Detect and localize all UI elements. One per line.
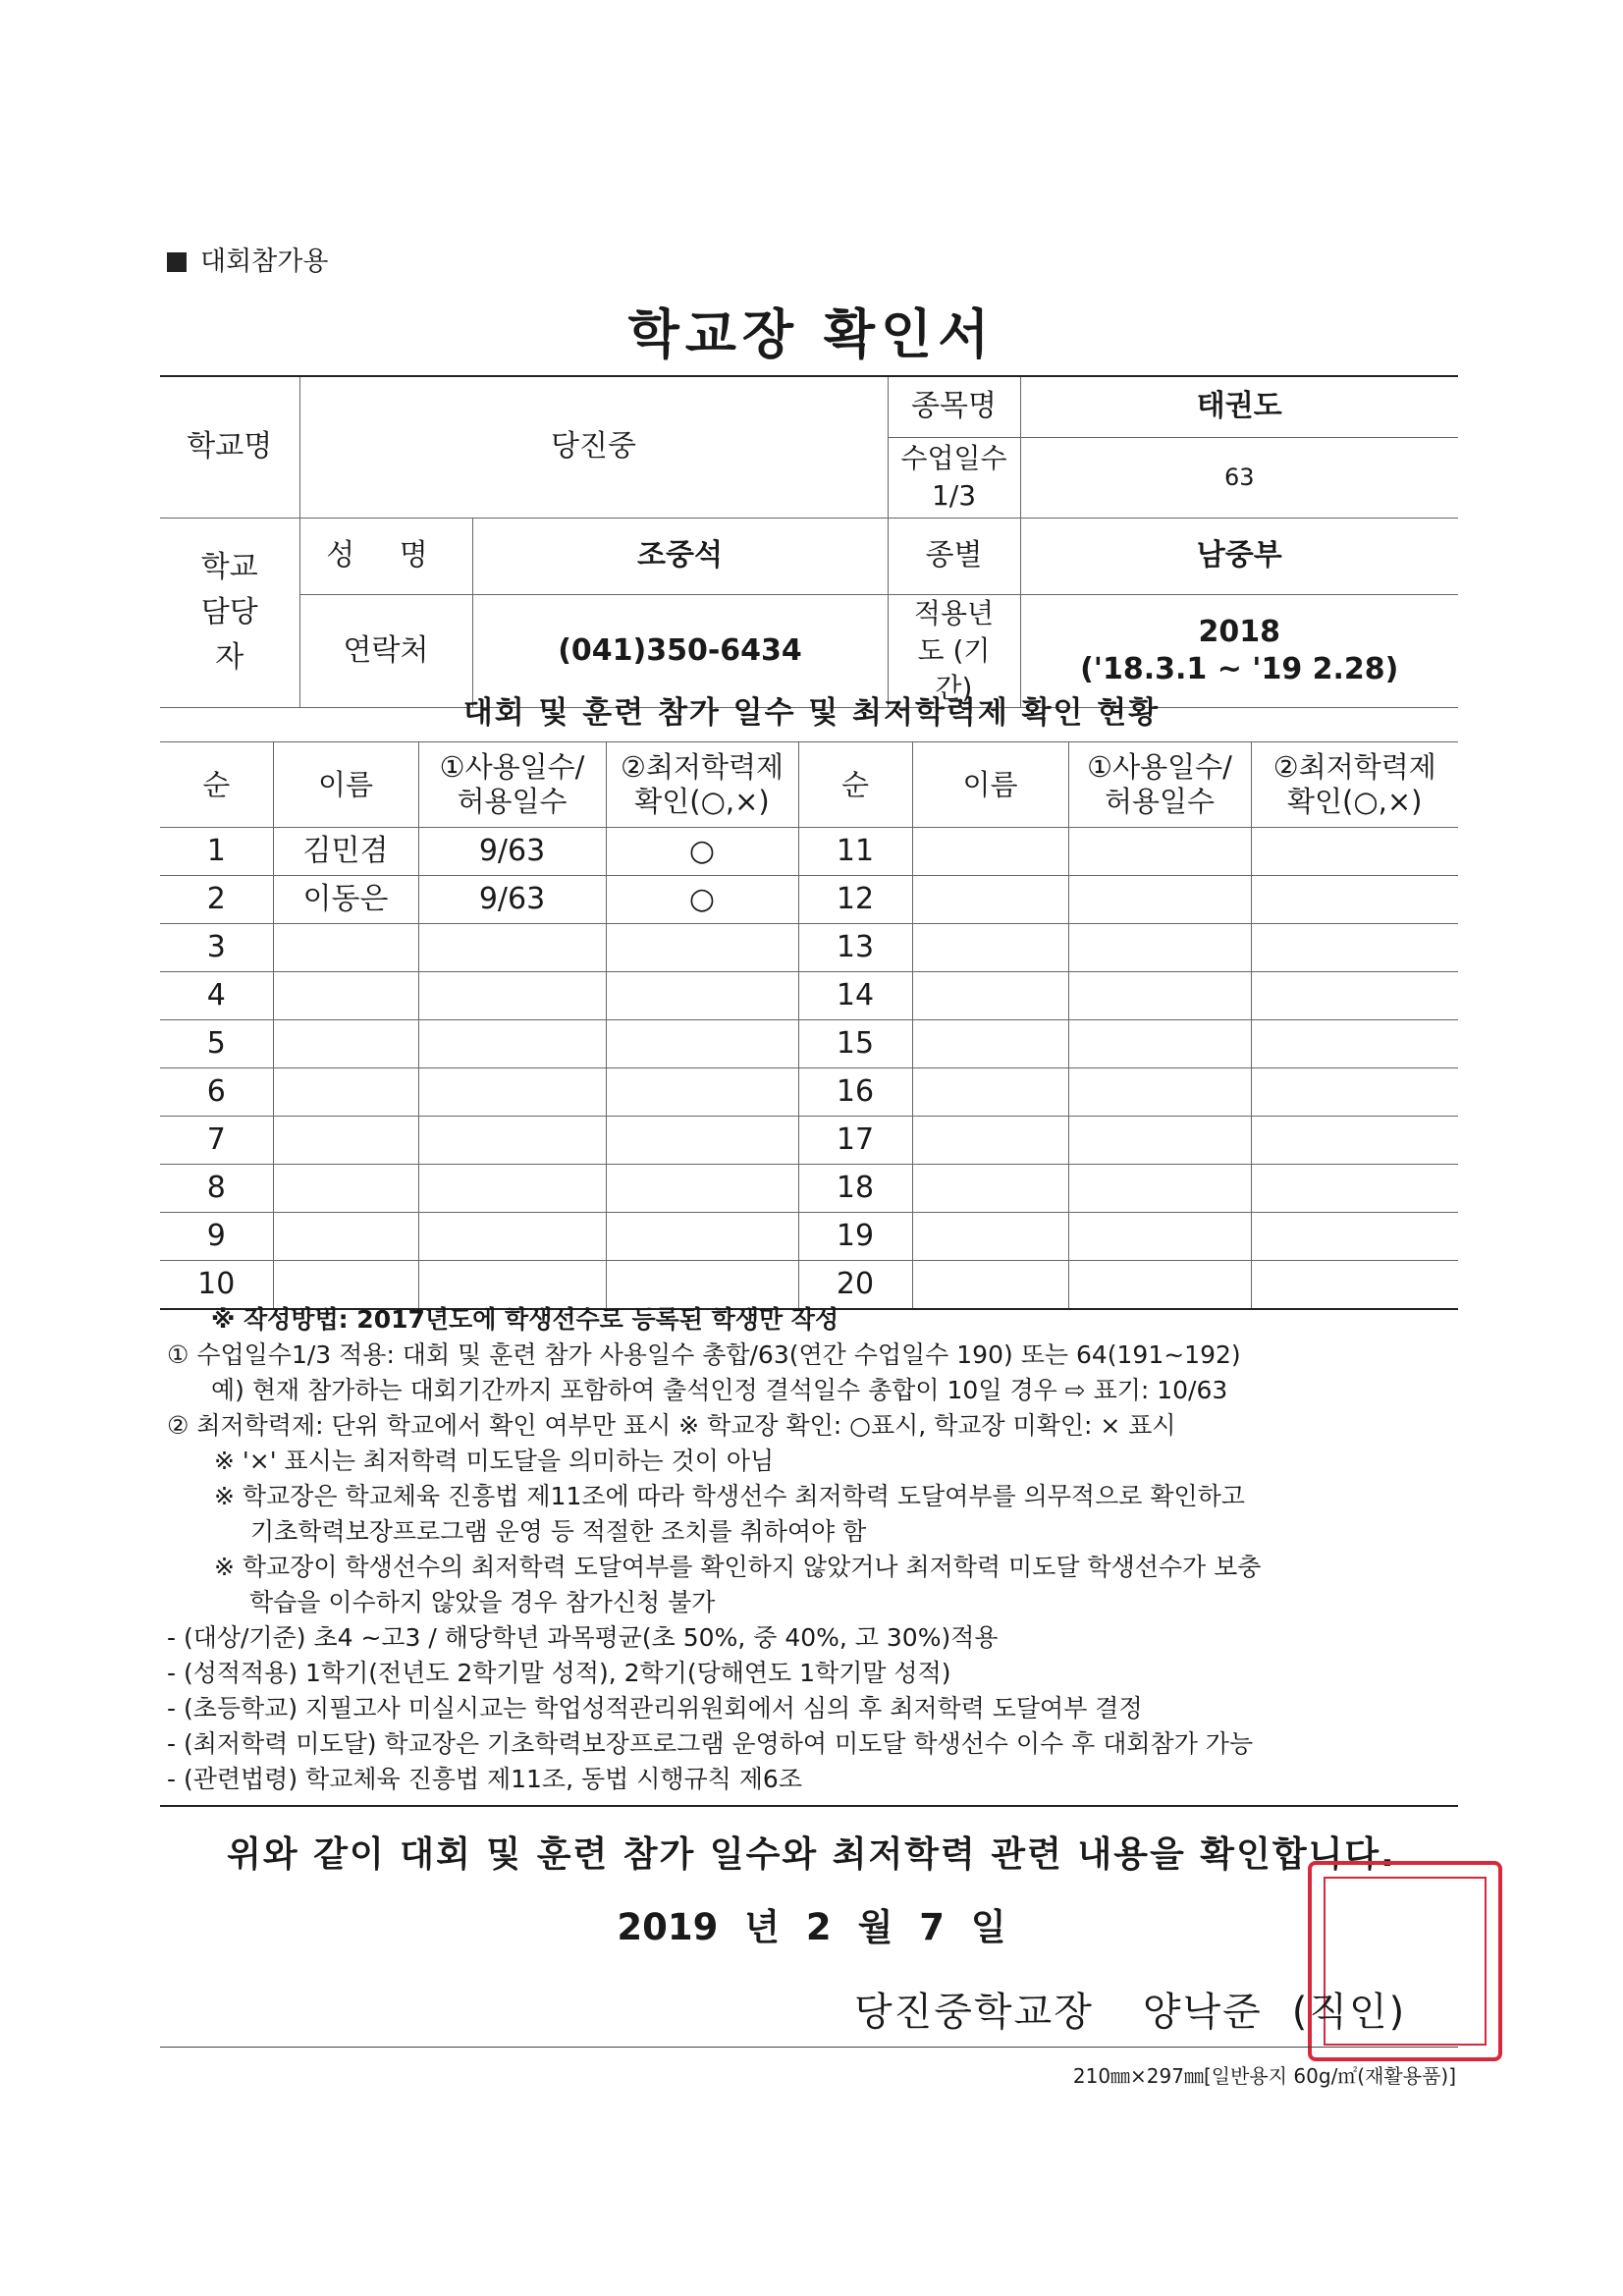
row-name <box>912 1117 1068 1165</box>
note-1: ① 수업일수1/3 적용: 대회 및 훈련 참가 사용일수 총합/63(연간 수업일수 190) 또는 64(191~192) <box>167 1340 1241 1369</box>
row-name <box>273 924 418 972</box>
signature-line <box>854 1981 1406 2037</box>
contact-label: 연락처 <box>299 594 472 707</box>
row-no: 18 <box>798 1165 912 1213</box>
note-principal-duty-cont: 기초학력보장프로그램 운영 등 적절한 조치를 취하여야 함 <box>250 1517 867 1546</box>
row-name <box>273 1213 418 1261</box>
row-name <box>273 1117 418 1165</box>
row-days <box>418 1165 606 1213</box>
header-name-2: 이름 <box>912 742 1068 828</box>
class-days-value: 63 <box>1020 437 1458 518</box>
header-no: 순 <box>160 742 273 828</box>
row-check <box>606 1213 798 1261</box>
signer-name: 양낙준 <box>1142 1990 1263 2035</box>
usage-label: 대회참가용 <box>167 240 328 278</box>
table-row <box>160 924 1458 972</box>
row-check <box>606 1020 798 1068</box>
row-no: 14 <box>798 972 912 1020</box>
header-days-2: ①사용일수/ 허용일수 <box>1068 742 1251 828</box>
row-no: 5 <box>160 1020 273 1068</box>
table-row <box>160 828 1458 876</box>
list-title: 대회 및 훈련 참가 일수 및 최저학력제 확인 현황 <box>462 695 1161 731</box>
row-days <box>1068 1117 1251 1165</box>
row-no: 1 <box>160 828 273 876</box>
row-check: ○ <box>606 828 798 876</box>
table-row <box>160 876 1458 924</box>
row-name <box>912 828 1068 876</box>
row-no: 20 <box>798 1261 912 1310</box>
school-label: 학교명 <box>160 376 299 518</box>
row-no: 7 <box>160 1117 273 1165</box>
row-days <box>1068 1068 1251 1117</box>
table-row <box>160 972 1458 1020</box>
row-name: 김민겸 <box>273 828 418 876</box>
row-check <box>606 1117 798 1165</box>
row-days <box>418 1213 606 1261</box>
notes <box>167 1302 1463 1797</box>
row-days <box>418 1117 606 1165</box>
note-grades: - (성적적용) 1학기(전년도 2학기말 성적), 2학기(당해연도 1학기말 성적) <box>167 1659 951 1687</box>
note-ineligible-cont: 학습을 이수하지 않았을 경우 참가신청 불가 <box>249 1588 716 1616</box>
row-no: 12 <box>798 876 912 924</box>
header-check-2: ②최저학력제 확인(○,×) <box>1251 742 1458 828</box>
row-no: 11 <box>798 828 912 876</box>
header-days: ①사용일수/ 허용일수 <box>418 742 606 828</box>
row-check <box>606 972 798 1020</box>
note-method: ※ 작성방법: 2017년도에 학생선수로 등록된 학생만 작성 <box>211 1305 839 1334</box>
row-name <box>912 876 1068 924</box>
row-check <box>1251 1020 1458 1068</box>
table-row <box>160 1117 1458 1165</box>
row-no: 2 <box>160 876 273 924</box>
row-days <box>1068 972 1251 1020</box>
paper-spec: 210㎜×297㎜[일반용지 60g/㎡(재활용품)] <box>1072 2064 1456 2088</box>
note-law: - (관련법령) 학교체육 진흥법 제11조, 동법 시행규칙 제6조 <box>167 1765 802 1793</box>
note-x-meaning: ※ '×' 표시는 최저학력 미도달을 의미하는 것이 아님 <box>214 1447 775 1475</box>
row-no: 13 <box>798 924 912 972</box>
row-name <box>912 972 1068 1020</box>
table-row <box>160 1068 1458 1117</box>
header-check: ②최저학력제 확인(○,×) <box>606 742 798 828</box>
note-ineligible: ※ 학교장이 학생선수의 최저학력 도달여부를 확인하지 않았거나 최저학력 미도달 학생선수가 보충 <box>214 1553 1262 1581</box>
header-name: 이름 <box>273 742 418 828</box>
row-name <box>912 1165 1068 1213</box>
participant-table <box>160 741 1458 1310</box>
row-check: ○ <box>606 876 798 924</box>
row-days: 9/63 <box>418 828 606 876</box>
row-check <box>606 1068 798 1117</box>
seal-label: (직인) <box>1291 1990 1407 2035</box>
row-name <box>912 924 1068 972</box>
note-under-min: - (최저학력 미도달) 학교장은 기초학력보장프로그램 운영하여 미도달 학생선수 이수 후 대회참가 가능 <box>167 1729 1254 1758</box>
row-name <box>273 1068 418 1117</box>
note-2: ② 최저학력제: 단위 학교에서 확인 여부만 표시 ※ 학교장 확인: ○표시, 학교장 미확인: × 표시 <box>167 1411 1176 1440</box>
row-check <box>1251 924 1458 972</box>
table-row <box>160 1165 1458 1213</box>
row-no: 16 <box>798 1068 912 1117</box>
header-no-2: 순 <box>798 742 912 828</box>
row-days <box>418 1068 606 1117</box>
division-value: 남중부 <box>1020 518 1458 594</box>
confirm-statement: 위와 같이 대회 및 훈련 참가 일수와 최저학력 관련 내용을 확인합니다. <box>227 1834 1396 1875</box>
row-days <box>418 972 606 1020</box>
staff-label: 학교 담당자 <box>160 518 299 707</box>
row-no: 10 <box>160 1261 273 1310</box>
note-target: - (대상/기준) 초4 ~고3 / 해당학년 과목평균(초 50%, 중 40%, 고 30%)적용 <box>167 1623 999 1652</box>
row-check <box>1251 1213 1458 1261</box>
row-days <box>1068 828 1251 876</box>
table-row <box>160 1020 1458 1068</box>
row-no: 15 <box>798 1020 912 1068</box>
row-days: 9/63 <box>418 876 606 924</box>
name-label: 성 명 <box>299 518 472 594</box>
sport-value: 태권도 <box>1020 376 1458 437</box>
signer-school: 당진중학교장 <box>854 1990 1094 2035</box>
row-no: 3 <box>160 924 273 972</box>
staff-name: 조중석 <box>472 518 888 594</box>
row-check <box>1251 1068 1458 1117</box>
class-days-label: 수업일수 1/3 <box>888 437 1020 518</box>
row-name <box>273 1165 418 1213</box>
row-no: 4 <box>160 972 273 1020</box>
divider-top <box>160 1805 1458 1807</box>
school-name: 당진중 <box>299 376 888 518</box>
row-days <box>1068 1213 1251 1261</box>
row-name <box>273 1020 418 1068</box>
note-principal-duty: ※ 학교장은 학교체육 진흥법 제11조에 따라 학생선수 최저학력 도달여부를 의무적으로 확인하고 <box>214 1482 1245 1510</box>
row-no: 6 <box>160 1068 273 1117</box>
row-check <box>606 1165 798 1213</box>
row-name <box>912 1068 1068 1117</box>
row-name: 이동은 <box>273 876 418 924</box>
row-days <box>1068 924 1251 972</box>
divider-bottom <box>160 2047 1458 2048</box>
square-bullet-icon <box>167 252 187 272</box>
row-check <box>1251 876 1458 924</box>
row-no: 19 <box>798 1213 912 1261</box>
table-row <box>160 1213 1458 1261</box>
row-days <box>1068 876 1251 924</box>
row-name <box>912 1213 1068 1261</box>
row-name <box>912 1020 1068 1068</box>
row-no: 17 <box>798 1117 912 1165</box>
row-check <box>1251 1165 1458 1213</box>
contact-value: (041)350-6434 <box>472 594 888 707</box>
note-elementary: - (초등학교) 지필고사 미실시교는 학업성적관리위원회에서 심의 후 최저학력 도달여부 결정 <box>167 1694 1143 1722</box>
row-no: 9 <box>160 1213 273 1261</box>
row-days <box>418 1020 606 1068</box>
row-name <box>273 972 418 1020</box>
row-check <box>606 924 798 972</box>
row-days <box>418 924 606 972</box>
note-example: 예) 현재 참가하는 대회기간까지 포함하여 출석인정 결석일수 총합이 10일 경우 ⇨ 표기: 10/63 <box>211 1376 1228 1404</box>
row-days <box>1068 1165 1251 1213</box>
document-title: 학교장 확인서 <box>627 303 996 365</box>
row-days <box>1068 1020 1251 1068</box>
row-check <box>1251 1117 1458 1165</box>
year-value: 2018 ('18.3.1 ~ '19 2.28) <box>1020 594 1458 707</box>
issue-date: 2019 년 2 월 7 일 <box>617 1906 1006 1948</box>
sport-label: 종목명 <box>888 376 1020 437</box>
row-no: 8 <box>160 1165 273 1213</box>
division-label: 종별 <box>888 518 1020 594</box>
row-check <box>1251 972 1458 1020</box>
row-check <box>1251 828 1458 876</box>
year-label: 적용년도 (기간) <box>888 594 1020 707</box>
